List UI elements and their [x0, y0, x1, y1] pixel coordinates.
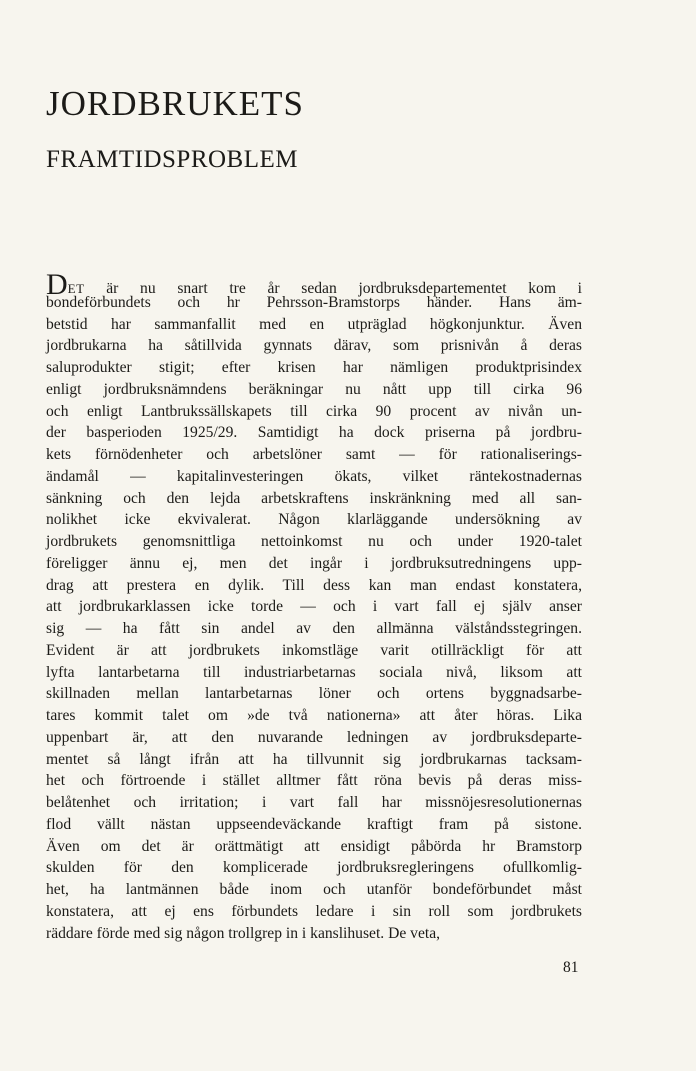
text-line: uppenbart är, att den nuvarande ledningen av jordbruksdeparte- [46, 728, 582, 746]
text-line: jordbrukets genomsnittliga nettoinkomst nu och under 1920-talet [46, 533, 582, 550]
text-line: ändamål — kapitalinvesteringen ökats, vilket räntekostnadernas [46, 467, 582, 485]
text-line: betstid har sammanfallit med en utpräglad högkonjunktur. Även [46, 315, 582, 333]
text-line: skillnaden mellan lantarbetarnas löner och ortens byggnadsarbe- [46, 685, 582, 703]
text-line-content: är nu snart tre år sedan jordbruksdepartementet kom i [84, 280, 582, 297]
text-line: och enligt Lantbrukssällskapets till cirka 90 procent av nivån un- [46, 402, 582, 420]
drop-cap: D [46, 268, 68, 301]
text-line: sig — ha fått sin andel av den allmänna välståndsstegringen. [46, 620, 582, 637]
text-line: sänkning och den lejda arbetskraftens inskränkning med all san- [46, 489, 582, 507]
text-line: der basperioden 1925/29. Samtidigt ha dock priserna på jordbru- [46, 424, 582, 442]
text-line: lyfta lantarbetarna till industriarbetarnas sociala nivå, liksom att [46, 663, 582, 681]
text-line: het och förtroende i stället alltmer fått röna bevis på deras miss- [46, 772, 582, 790]
text-line: Evident är att jordbrukets inkomstläge varit otillräckligt för att [46, 641, 582, 659]
text-line: föreligger ännu ej, men det ingår i jordbruksutredningens upp- [46, 554, 582, 572]
text-line: skulden för den komplicerade jordbruksregleringens ofullkomlig- [46, 859, 582, 877]
text-line: tares kommit talet om »de två nationerna» att åter höras. Lika [46, 707, 582, 724]
text-line: jordbrukarna ha såtillvida gynnats därav, som prisnivån å deras [46, 337, 582, 355]
text-line: nolikhet icke ekvivalerat. Någon klarläggande undersökning av [46, 511, 582, 529]
text-line: saluprodukter stigit; efter krisen har nämligen produktprisindex [46, 359, 582, 376]
page-number: 81 [563, 959, 579, 976]
text-line: konstatera, att ej ens förbundets ledare i sin roll som jordbrukets [46, 902, 582, 920]
text-line: kets förnödenheter och arbetslöner samt — för rationaliserings- [46, 446, 582, 463]
text-line: het, ha lantmännen både inom och utanför bondeförbundet måst [46, 881, 582, 898]
page-subtitle: FRAMTIDSPROBLEM [46, 146, 298, 173]
text-line: Även om det är orättmätigt att ensidigt påbörda hr Bramstorp [46, 837, 582, 855]
text-line: räddare förde med sig någon trollgrep in i kanslihuset. De veta, [46, 924, 441, 942]
text-line: enligt jordbruksnämndens beräkningar nu nått upp till cirka 96 [46, 380, 582, 398]
page-title: JORDBRUKETS [46, 84, 304, 123]
text-line: flod vällt nästan uppseendeväckande kraftigt fram på sistone. [46, 815, 582, 833]
drop-cap-rest: ET [67, 281, 85, 296]
text-line: drag att prestera en dylik. Till dess kan man endast konstatera, [46, 576, 582, 594]
text-line: belåtenhet och irritation; i vart fall har missnöjesresolutionernas [46, 794, 582, 811]
body-text [46, 270, 582, 944]
text-line: att jordbrukarklassen icke torde — och i vart fall ej själv anser [46, 598, 582, 616]
text-line: bondeförbundets och hr Pehrsson-Bramstorps händer. Hans äm- [46, 293, 582, 311]
text-line: mentet så långt ifrån att ha tillvunnit sig jordbrukarnas tacksam- [46, 750, 582, 768]
text-line [46, 268, 582, 301]
